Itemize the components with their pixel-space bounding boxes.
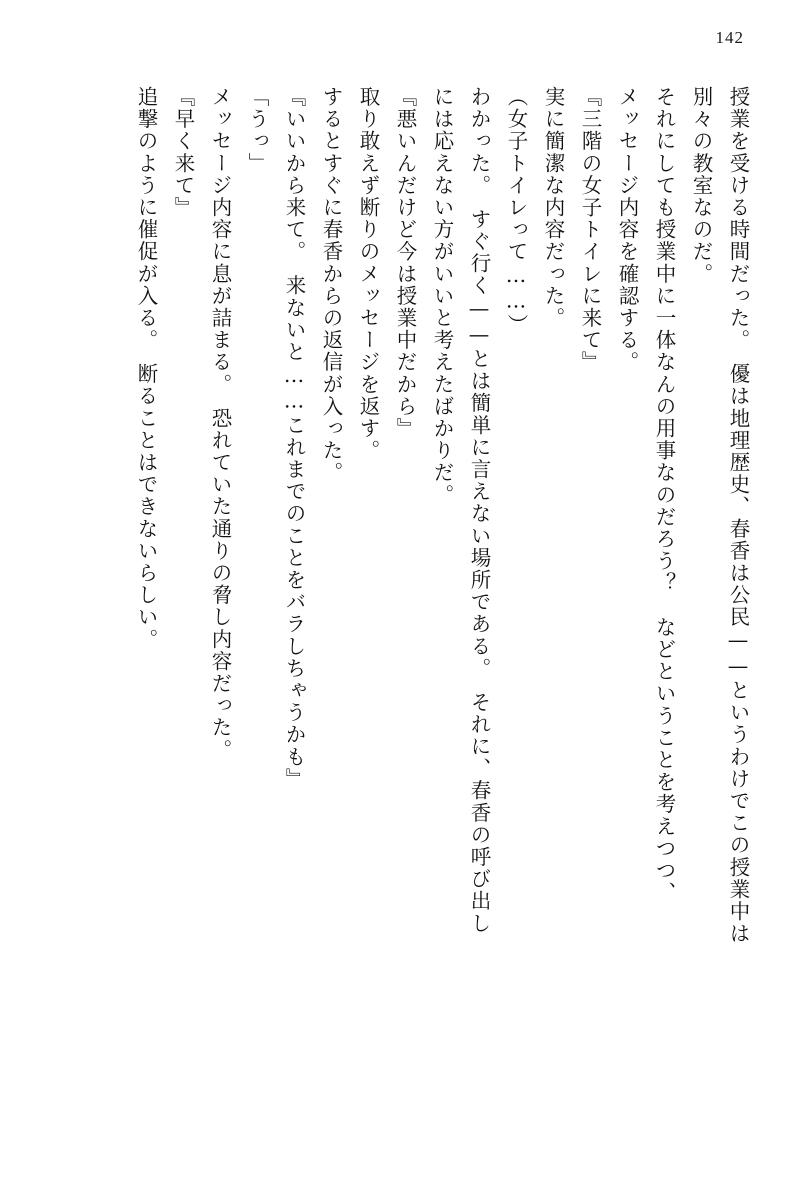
text-line: 「うっ」 <box>245 86 269 175</box>
text-line: 取り敢えず断りのメッセージを返す。 <box>356 86 380 462</box>
text-line: 追撃のように催促が入る。 断ることはできないらしい。 <box>134 86 158 651</box>
text-line: メッセージ内容に息が詰まる。 恐れていた通りの脅し内容だった。 <box>208 86 232 761</box>
text-line: メッセージ内容を確認する。 <box>615 86 639 374</box>
text-line: それにしても授業中に一体なんの用事なのだろう？ などということを考えつつ、 <box>652 86 676 904</box>
text-line: 『三階の女子トイレに来て』 <box>578 86 602 374</box>
text-line: （女子トイレって……） <box>504 86 528 337</box>
text-line: 授業を受ける時間だった。 優は地理歴史、春香は公民——というわけでこの授業中は <box>726 86 750 945</box>
text-line: するとすぐに春香からの返信が入った。 <box>319 86 343 484</box>
text-line: には応えない方がいいと考えたばかりだ。 <box>430 86 454 506</box>
text-line: 実に簡潔な内容だった。 <box>541 86 565 330</box>
text-line: 『いいから来て。 来ないと……これまでのことをバラしちゃうかも』 <box>282 86 306 790</box>
vertical-text-body <box>44 86 748 1140</box>
text-line: 別々の教室なのだ。 <box>689 86 713 285</box>
text-line: 『悪いんだけど今は授業中だから』 <box>393 86 417 440</box>
page-number: 142 <box>715 28 744 47</box>
text-line: わかった。 すぐ行く——とは簡単に言えない場所である。 それに、春香の呼び出し <box>467 86 491 935</box>
text-line: 『早く来て』 <box>171 86 195 219</box>
